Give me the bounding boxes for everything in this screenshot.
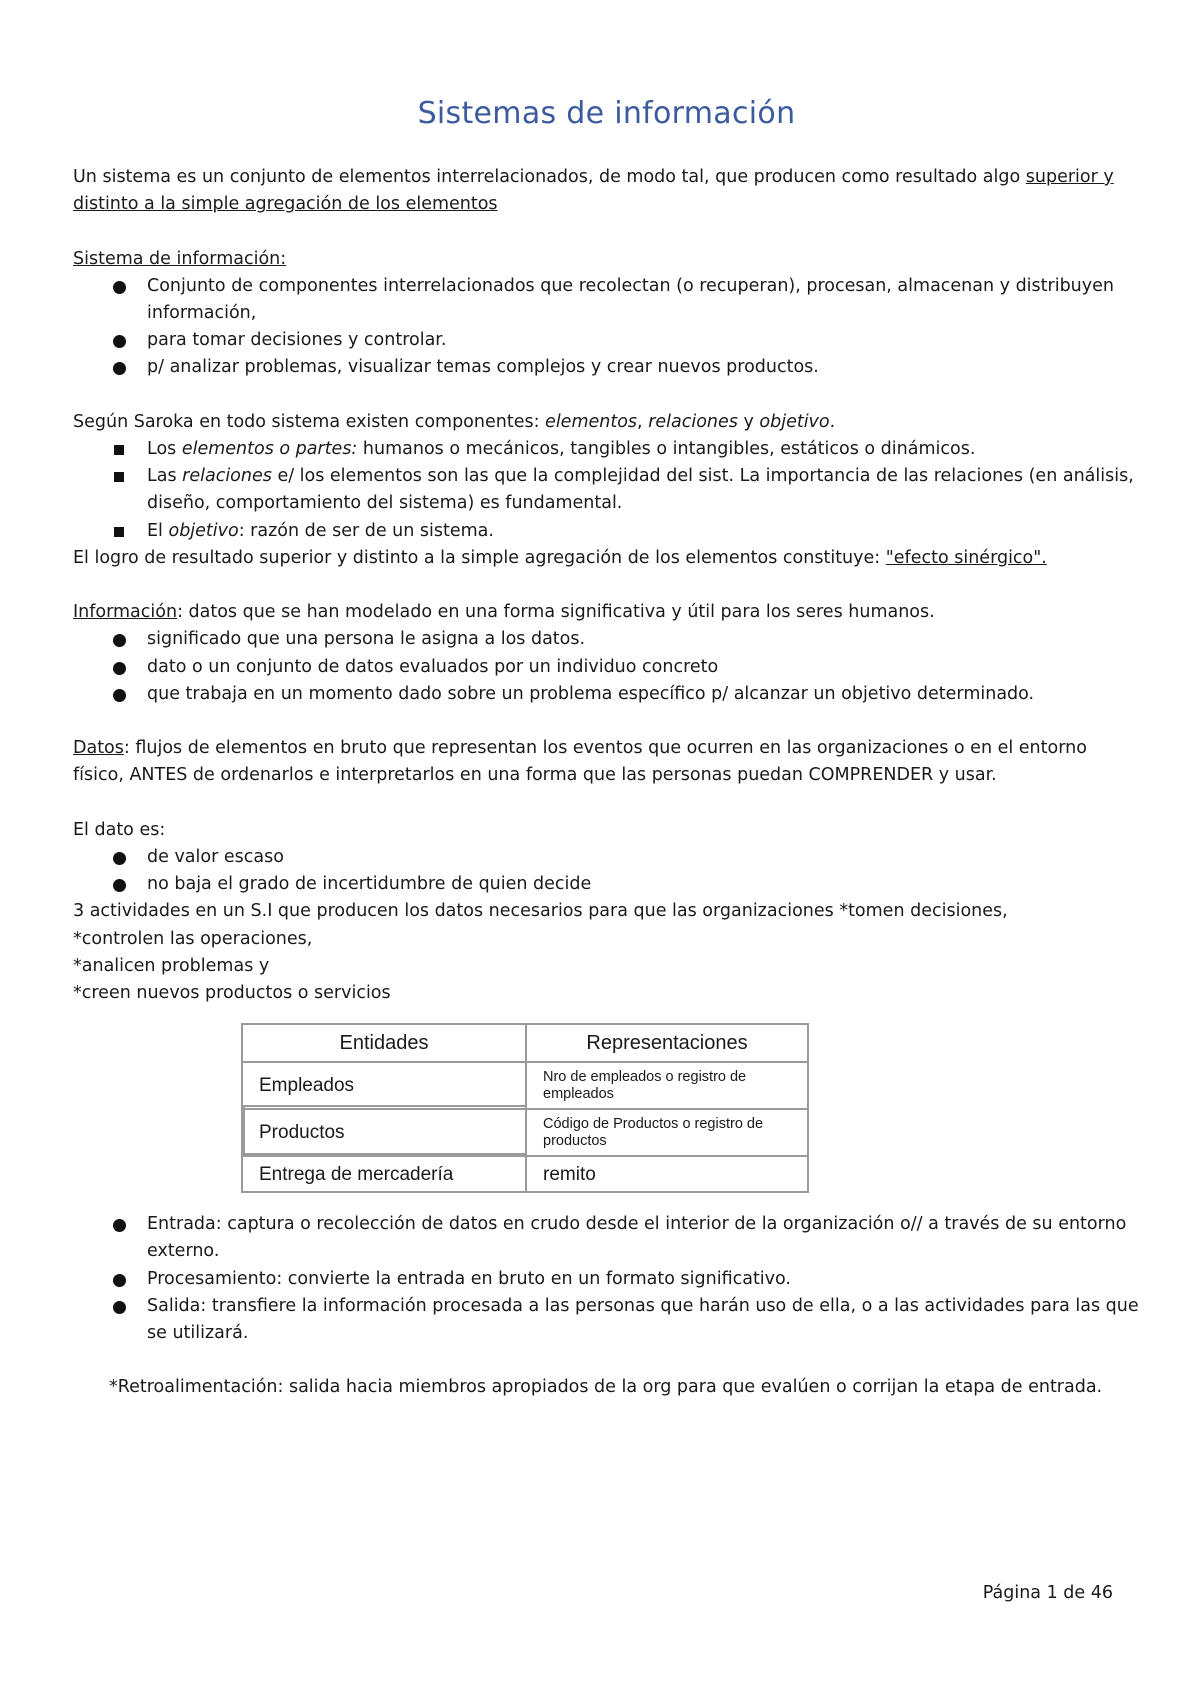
list-item: p/ analizar problemas, visualizar temas complejos y crear nuevos productos. [73,354,1140,381]
info-list [73,626,1140,708]
list-item: Procesamiento: convierte la entrada en bruto en un formato significativo. [73,1266,1140,1293]
dato-heading: El dato es: [73,819,166,840]
activities-line: 3 actividades en un S.I que producen los datos necesarios para que las organizaciones *tomen decisiones, [73,901,1008,922]
saroka-lead: Según Saroka en todo sistema existen componentes: [73,411,546,432]
term-elementos: elementos [545,411,638,432]
page-title: Sistemas de información [417,96,796,131]
table-cell: Nro de empleados o registro de empleados [526,1062,808,1109]
page-number: Página 1 de 46 [982,1583,1113,1603]
info-term: Información [73,602,178,623]
item-post: humanos o mecánicos, tangibles o intangibles, estáticos o dinámicos. [357,439,976,459]
entities-table [241,1023,809,1193]
si-list [73,273,1140,382]
datos-term: Datos [73,738,124,759]
feedback-note: *Retroalimentación: salida hacia miembros apropiados de la org para que evalúen o corrijan la etapa de entrada. [109,1377,1103,1398]
list-item [73,436,1140,463]
conclusion-underlined: "efecto sinérgico". [885,547,1047,568]
datos-paragraph [73,735,1140,789]
table-row [242,1156,808,1192]
conclusion-text: El logro de resultado superior y distinto a la simple agregación de los elementos constituye: [73,547,886,568]
datos-def: : flujos de elementos en bruto que representan los eventos que ocurren en las organizaciones o en el entorno físico, ANTES de ordenarlos e interpretarlos en una forma que las personas puedan COMPRENDER y usar. [73,738,1087,786]
term-objetivo: objetivo [759,411,830,432]
si-heading: Sistema de información: [73,248,287,269]
list-item: de valor escaso [73,844,1140,871]
list-item: Salida: transfiere la información procesada a las personas que harán uso de ella, o a las actividades para las que se utilizará. [73,1293,1140,1347]
term-relaciones: relaciones [648,411,738,432]
separator: y [737,411,760,432]
separator: , [637,411,649,432]
item-post: e/ los elementos son las que la complejidad del sist. La importancia de las relaciones (en análisis, diseño, comportamiento del sistema) es fundamental. [147,466,1134,514]
table-cell: Productos [242,1109,526,1156]
list-item: Conjunto de componentes interrelacionados que recolectan (o recuperan), procesan, almacenan y distribuyen información, [73,273,1140,327]
list-item: dato o un conjunto de datos evaluados por un individuo concreto [73,654,1140,681]
activities-line: *controlen las operaciones, [73,928,313,949]
list-item: significado que una persona le asigna a los datos. [73,626,1140,653]
intro-text: Un sistema es un conjunto de elementos interrelacionados, de modo tal, que producen como resultado algo [73,167,1026,187]
entities-table-wrapper [241,1023,809,1193]
table-row [242,1062,808,1109]
list-item [73,463,1140,517]
list-item: que trabaja en un momento dado sobre un problema específico p/ alcanzar un objetivo determinado. [73,681,1140,708]
table-header-row [242,1024,808,1062]
saroka-paragraph [73,409,1140,436]
item-post: : razón de ser de un sistema. [238,520,494,541]
saroka-list [73,436,1140,545]
saroka-conclusion [73,545,1140,572]
document-page [73,0,1140,1698]
activities-line: *analicen problemas y [73,955,270,976]
separator: . [829,411,836,432]
table-cell: remito [526,1156,808,1192]
table-cell: Entrega de mercadería [242,1156,526,1192]
list-item: no baja el grado de incertidumbre de quien decide [73,871,1140,898]
list-item [73,518,1140,545]
intro-underlined: superior y distinto a la simple agregación de los elementos [73,167,1114,215]
item-pre: Los [147,439,182,459]
info-paragraph [73,599,1140,626]
table-header-cell: Representaciones [526,1024,808,1062]
list-item: Entrada: captura o recolección de datos en crudo desde el interior de la organización o// a través de su entorno externo. [73,1211,1140,1265]
item-pre: El [147,520,169,541]
item-term: relaciones [182,466,272,487]
intro-paragraph [73,164,1140,218]
table-header-cell: Entidades [242,1024,526,1062]
document-body [73,164,1140,1402]
table-cell: Código de Productos o registro de productos [526,1109,808,1156]
table-row [242,1109,808,1156]
table-cell: Empleados [242,1062,526,1109]
dato-list [73,844,1140,898]
item-pre: Las [147,466,183,487]
item-term: elementos o partes: [181,439,358,459]
list-item: para tomar decisiones y controlar. [73,327,1140,354]
item-term: objetivo [168,520,239,541]
activities-line: *creen nuevos productos o servicios [73,983,391,1004]
process-list [73,1211,1140,1347]
info-def: : datos que se han modelado en una forma significativa y útil para los seres humanos. [177,602,935,623]
